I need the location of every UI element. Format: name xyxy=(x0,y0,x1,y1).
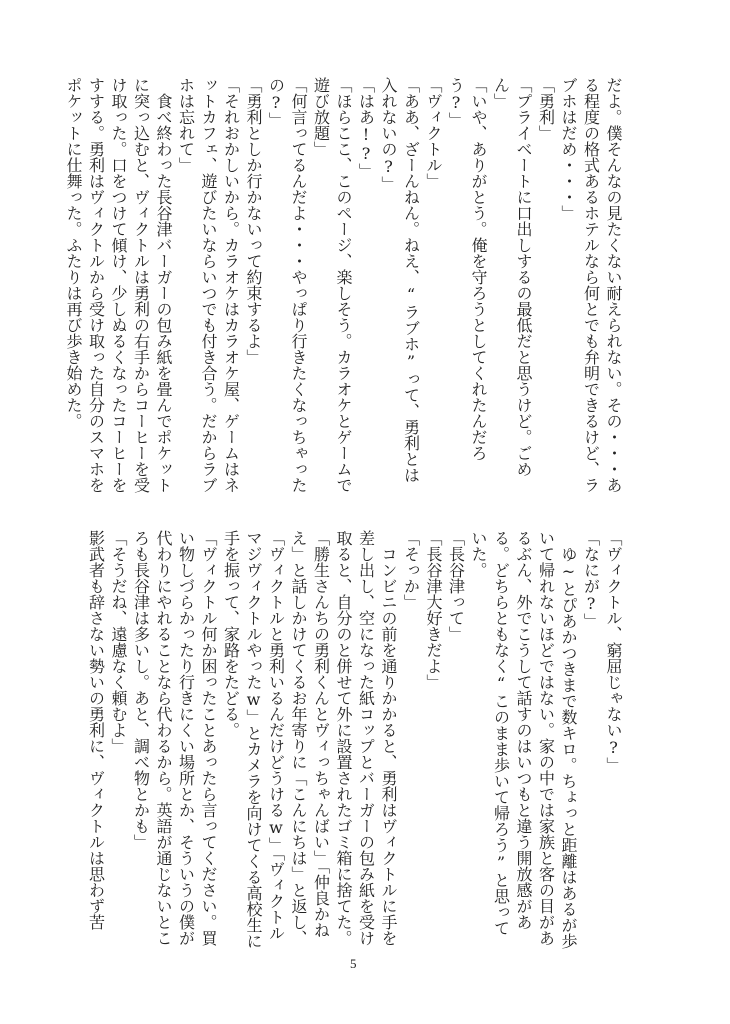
paragraph: 「ヴィクトル、窮屈じゃない?」 xyxy=(604,530,623,773)
lower-text-block xyxy=(24,530,624,950)
paragraph: 「そうだね、遠慮なく頼むよ」 xyxy=(109,530,128,754)
paragraph: 「いや、ありがとう。俺を守ろうとしてくれたんだろう?」 xyxy=(446,77,488,461)
paragraph: 「勝生さんちの勇利くんとヴィっちゃんばい」「仲良かねえ」と話しかけてくるお年寄りに「こんにちは」と返し、「ヴィクトルと勇利いるんだけどうけるw」「ヴィクトルマジヴィクトルやったw」とカメラを向けてくる高校生に手を振って、家路をたどる。 xyxy=(221,530,331,949)
paragraph: コンビニの前を通りかかると、勇利はヴィクトルに手を差し出し、空になった紙コップとバーガーの包み紙を受け取ると、自分のと併せて外に設置されたゴミ箱に捨てた。 xyxy=(334,530,398,946)
paragraph: 「勇利」 xyxy=(536,77,556,141)
paragraph: 「ほらここ、このページ、楽しそう。カラオケとゲームで遊び放題」 xyxy=(311,77,353,493)
page-number: 5 xyxy=(350,956,357,971)
paragraph: 「はあ!?」 xyxy=(356,77,376,179)
paragraph: 「勇利としか行かないって約束するよ」 xyxy=(244,77,263,365)
paragraph: 「プライベートに口出しするの最低だと思うけど。ごめん」 xyxy=(491,77,533,477)
paragraph: 「そっか」 xyxy=(401,530,421,610)
paragraph: 「長谷津大好きだよ」 xyxy=(424,530,443,690)
paragraph: 影武者も辞さない勢いの勇利に、ヴィクトルは思わず苦 xyxy=(86,530,106,930)
paragraph: 「ああ、ざーんねん。ねえ、“ラブホ”って、勇利とは入れないの?」 xyxy=(379,77,421,483)
paragraph: 「長谷津って」 xyxy=(446,530,466,642)
paragraph: 「なにが?」 xyxy=(581,530,601,629)
paragraph: 「ヴィクトル」 xyxy=(424,77,443,189)
paragraph: だよ。僕そんなの見たくない耐えられない。その・・・ある程度の格式あるホテルなら何とでも弁明できるけど、ラブホはだめ・・・」 xyxy=(559,77,623,493)
paragraph: 「それおかしいから。カラオケはカラオケ屋、ゲームはネットカフェ、遊びたいならいつでも付き合う。だからラブホは忘れて」 xyxy=(176,77,241,493)
paragraph: ゆ~とぴあかつきまで数キロ。ちょっと距離はあるが歩いて帰れないほどではない。家の中では家族と客の目があるぶん、外でこうして話すのはいつもと違う開放感がある。どちらともなく“このまま歩いて帰ろう”と思っていた。 xyxy=(469,530,578,949)
paragraph: 食べ終わった長谷津バーガーの包み紙を畳んでポケットに突っ込むと、ヴィクトルは勇利の右手からコーヒーを受け取った。口をつけて傾け、少しぬるくなったコーヒーをすする。勇利はヴィクトルから受け取った自分のスマホをポケットに仕舞った。ふたりは再び歩き始めた。 xyxy=(64,77,173,493)
upper-text-block xyxy=(24,77,624,497)
paragraph: 「何言ってるんだよ・・・やっぱり行きたくなっちゃったの?」 xyxy=(266,77,308,493)
paragraph: 「ヴィクトル何か困ったことあったら言ってください。買い物しづらかったり行きにくい場所とか、そういうの僕が代わりにやれることなら代わるから。英語が通じないところも長谷津は多いし。あと、調べ物とかも」 xyxy=(131,530,218,946)
